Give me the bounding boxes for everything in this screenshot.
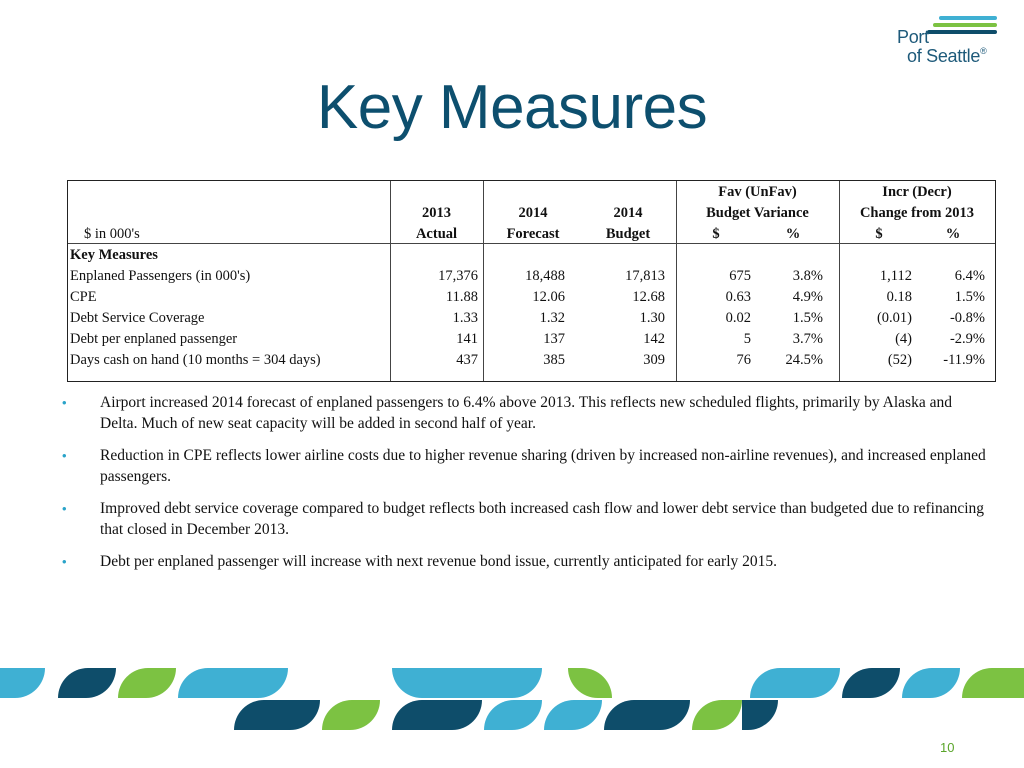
row-label: Enplaned Passengers (in 000's): [70, 268, 251, 284]
header-actual: Actual: [415, 226, 458, 242]
decor-pill: [118, 668, 176, 698]
header-change-dollar: $: [875, 226, 883, 242]
list-item: • Reduction in CPE reflects lower airline costs due to higher revenue sharing (driven by increased non-airline revenues), and increased enplaned passengers.: [62, 447, 986, 485]
bullet-dot-icon: •: [62, 501, 67, 516]
decor-pill: [692, 700, 742, 730]
cell-2014-budget: 309: [643, 352, 665, 368]
decor-pill: [962, 668, 1024, 698]
cell-change-dollar: 1,112: [879, 268, 912, 284]
header-budget: Budget: [605, 226, 651, 242]
decor-pill: [742, 700, 778, 730]
cell-change-pct: -0.8%: [949, 310, 985, 326]
cell-variance-dollar: 5: [743, 331, 751, 347]
header-units: $ in 000's: [84, 226, 140, 242]
cell-2014-budget: 12.68: [632, 289, 665, 305]
row-label: Debt per enplaned passenger: [70, 331, 238, 347]
decor-pill: [178, 668, 288, 698]
bullet-dot-icon: •: [62, 554, 67, 569]
cell-change-dollar: (4): [895, 331, 912, 347]
decor-pill: [842, 668, 900, 698]
header-variance-dollar: $: [712, 226, 720, 242]
cell-variance-pct: 3.7%: [792, 331, 823, 347]
decor-pill: [604, 700, 690, 730]
cell-variance-dollar: 0.63: [725, 289, 751, 305]
cell-2014-forecast: 137: [543, 331, 565, 347]
cell-variance-pct: 1.5%: [792, 310, 823, 326]
decor-pill: [750, 668, 840, 698]
cell-variance-pct: 24.5%: [785, 352, 823, 368]
section-label: Key Measures: [70, 247, 158, 263]
cell-2014-budget: 1.30: [639, 310, 665, 326]
cell-2013-actual: 11.88: [445, 289, 478, 305]
row-label: Days cash on hand (10 months = 304 days): [70, 352, 321, 368]
row-label: Debt Service Coverage: [70, 310, 205, 326]
decor-pill: [902, 668, 960, 698]
header-budget-variance: Budget Variance: [706, 205, 809, 221]
cell-2014-forecast: 12.06: [532, 289, 565, 305]
decor-pill: [392, 668, 542, 698]
page-title: Key Measures: [316, 73, 708, 142]
header-forecast: Forecast: [506, 226, 560, 242]
cell-variance-dollar: 0.02: [725, 310, 751, 326]
cell-change-pct: 1.5%: [954, 289, 985, 305]
cell-2014-forecast: 385: [543, 352, 565, 368]
decor-pill: [568, 668, 612, 698]
logo-text-of-seattle: of Seattle®: [907, 46, 987, 66]
table-header-divider: [68, 243, 995, 244]
cell-2013-actual: 437: [456, 352, 478, 368]
header-incr-decr: Incr (Decr): [882, 184, 952, 200]
decor-pill: [0, 668, 45, 698]
header-change-from-2013: Change from 2013: [859, 205, 975, 221]
bullet-list: [58, 392, 988, 583]
decor-pill: [322, 700, 380, 730]
cell-change-pct: 6.4%: [954, 268, 985, 284]
cell-2014-budget: 142: [643, 331, 665, 347]
decor-pill: [484, 700, 542, 730]
list-item: • Improved debt service coverage compared to budget reflects both increased cash flow and lower debt service than budgeted due to refinancing that closed in December 2013.: [62, 500, 985, 538]
cell-2014-budget: 17,813: [625, 268, 665, 284]
logo-text-port: Port: [897, 27, 929, 47]
port-of-seattle-logo: [893, 16, 1008, 66]
bullet-dot-icon: •: [62, 395, 67, 410]
decor-pill: [392, 700, 482, 730]
cell-variance-dollar: 675: [729, 268, 751, 284]
header-fav-unfav: Fav (UnFav): [718, 184, 797, 200]
header-variance-pct: %: [785, 226, 801, 242]
header-change-pct: %: [945, 226, 961, 242]
cell-change-dollar: (52): [887, 352, 912, 368]
page-number: 10: [940, 740, 955, 755]
cell-2014-forecast: 18,488: [525, 268, 565, 284]
list-item: • Debt per enplaned passenger will increase with next revenue bond issue, currently anticipated for early 2015.: [62, 553, 778, 570]
bullet-dot-icon: •: [62, 448, 67, 463]
cell-2013-actual: 1.33: [452, 310, 478, 326]
cell-variance-dollar: 76: [736, 352, 751, 368]
list-item: • Airport increased 2014 forecast of enplaned passengers to 6.4% above 2013. This reflects new scheduled flights, primarily by Alaska and Delta. Much of new seat capacity will be added in second half of year.: [62, 394, 952, 432]
cell-change-pct: -2.9%: [949, 331, 985, 347]
header-2013: 2013: [422, 205, 451, 221]
logo-stripes-icon: [925, 16, 997, 38]
cell-2014-forecast: 1.32: [539, 310, 565, 326]
cell-variance-pct: 3.8%: [792, 268, 823, 284]
decorative-pill-band: [0, 668, 1024, 732]
cell-2013-actual: 141: [456, 331, 478, 347]
decor-pill: [234, 700, 320, 730]
header-2014-forecast-year: 2014: [518, 205, 548, 221]
cell-change-pct: -11.9%: [943, 352, 985, 368]
header-2014-budget-year: 2014: [613, 205, 643, 221]
cell-variance-pct: 4.9%: [792, 289, 823, 305]
cell-change-dollar: (0.01): [876, 310, 912, 326]
cell-2013-actual: 17,376: [438, 268, 478, 284]
key-measures-table: [67, 180, 996, 382]
decor-pill: [544, 700, 602, 730]
decor-pill: [58, 668, 116, 698]
cell-change-dollar: 0.18: [886, 289, 912, 305]
row-label: CPE: [70, 289, 97, 305]
